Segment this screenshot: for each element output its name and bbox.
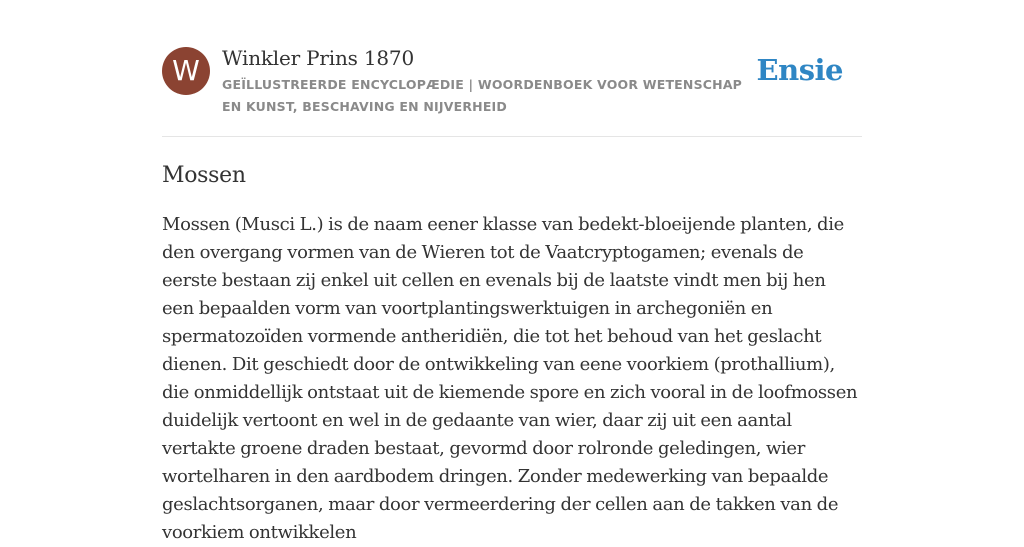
entry-body: Mossen (Musci L.) is de naam eener klasse van bedekt-bloeijende planten, die den overgang vormen van de Wieren tot de Vaatcryptogamen; evenals de eerste bestaan zij enkel uit cellen en evenals bij de laatste vindt men bij hen een bepaalden vorm van voortplantingswerktuigen in archegoniën en spermatozoïden vormende antheridiën, die tot het behoud van het geslacht dienen. Dit geschiedt door de ontwikkeling van eene voorkiem (prothallium), die onmiddellijk ontstaat uit de kiemende spore en zich vooral in de loofmossen duidelijk vertoont en wel in de gedaante van wier, daar zij uit een aantal vertakte groene draden bestaat, gevormd door rolronde geledingen, wier wortelharen in den aardbodem dringen. Zonder medewerking van bepaalde geslachtsorganen, maar door vermeerdering der cellen aan de takken van de voorkiem ontwikkelen	[162, 214, 858, 543]
source-subtitle: GEÏLLUSTREERDE ENCYCLOPÆDIE | WOORDENBOEK VOOR WETENSCHAP EN KUNST, BESCHAVING EN NIJVERHEID	[222, 77, 743, 114]
entry-title: Mossen	[162, 163, 246, 188]
source-meta	[222, 45, 752, 118]
source-header	[162, 0, 862, 137]
ensie-logo[interactable]: Ensie	[756, 53, 843, 87]
source-title[interactable]: Winkler Prins 1870	[222, 46, 414, 70]
page	[162, 0, 862, 547]
source-avatar[interactable]: W	[162, 47, 210, 95]
